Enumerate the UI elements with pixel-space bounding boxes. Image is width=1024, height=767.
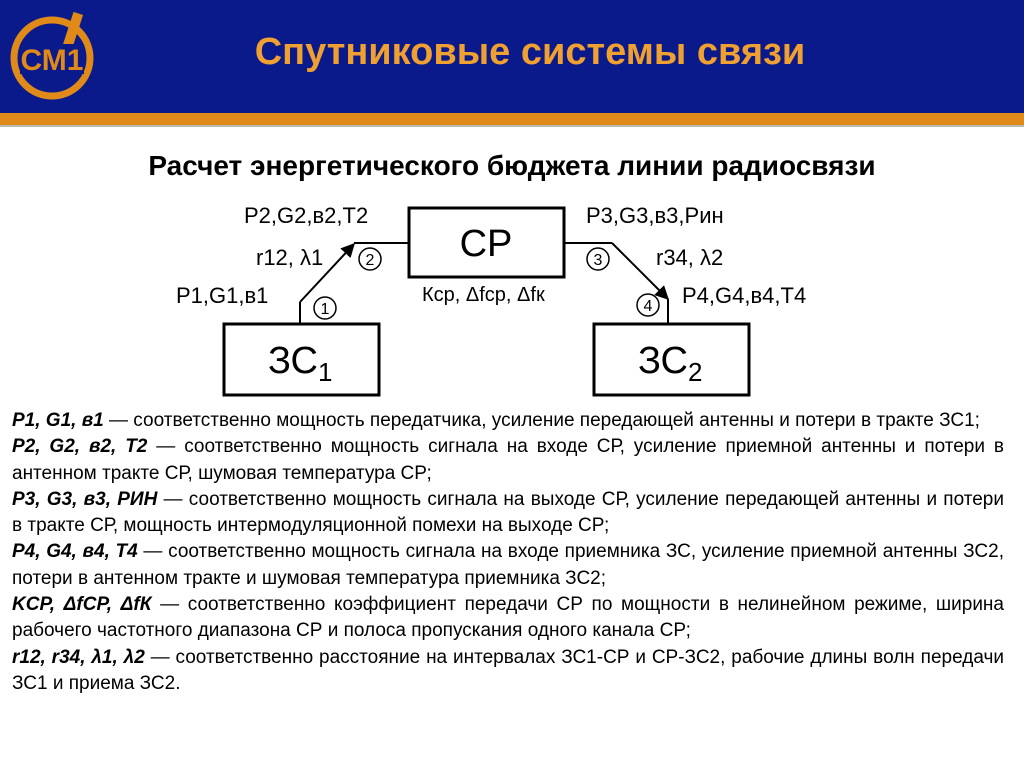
uplink-label: r12, λ1: [256, 245, 324, 270]
legend-symbols: r12, r34, λ1, λ2: [12, 646, 145, 668]
point-3-label: 3: [593, 252, 603, 269]
legend-text: — соответственно мощность сигнала на входе приемника ЗС, усиление приемной антенны ЗС2, потери в антенном тракте и шумовая температура приемника ЗС2;: [12, 541, 1004, 589]
params-2-label: P2,G2,в2,T2: [244, 203, 369, 228]
header-divider: [0, 125, 1024, 127]
params-4-label: P4,G4,в4,T4: [682, 283, 807, 308]
legend-text: — соответственно коэффициент передачи СР по мощности в нелинейном режиме, ширина рабочего частотного диапазона СР и полоса пропускания одного канала СР;: [12, 594, 1004, 642]
legend-item: [12, 487, 1004, 540]
earth-station-1-label: $ЗС_1$: [268, 340, 333, 387]
logo-text: СМ1: [20, 44, 84, 77]
point-1-label: 1: [320, 301, 330, 318]
downlink-label: r34, λ2: [656, 245, 724, 270]
legend-symbols: P1, G1, в1: [12, 410, 104, 431]
legend-item: [12, 592, 1004, 645]
legend-text: — соответственно расстояние на интервалах ЗС1-СР и СР-ЗС2, рабочие длины волн передачи ЗС1 и приема ЗС2.: [12, 646, 1004, 694]
legend-text: — соответственно мощность сигнала на выходе СР, усиление передающей антенны и потери в тракте СР, мощность интермодуляционной помехи на выходе СР;: [12, 488, 1004, 537]
legend-symbols: P3, G3, в3, PИН: [12, 488, 158, 510]
legend-symbols: KСР, ΔfСР, ΔfК: [12, 594, 152, 616]
earth-station-2-label: $ЗС_2$: [638, 340, 703, 387]
legend-list: [12, 408, 1004, 697]
slide-title: Спутниковые системы связи: [254, 31, 806, 73]
legend-item: [12, 434, 1004, 487]
point-2-label: 2: [365, 252, 375, 269]
legend-item: [12, 539, 1004, 592]
section-title: Расчет энергетического бюджета линии радиосвязи: [148, 150, 876, 181]
legend-text: — соответственно мощность сигнала на входе СР, усиление приемной антенны и потери в антенном тракте СР, шумовая температура СР;: [12, 436, 1004, 484]
link-budget-diagram: [0, 195, 1024, 405]
header-stripe: [0, 113, 1024, 125]
legend-item: [12, 645, 1004, 698]
legend-symbols: P2, G2, в2, T2: [12, 436, 148, 458]
repeater-label: СР: [459, 223, 513, 265]
params-1-label: P1,G1,в1: [176, 283, 269, 308]
params-3-label: P3,G3,в3,Pин: [586, 203, 724, 228]
repeater-params-label: Кср, Δfср, Δfк: [422, 284, 545, 306]
legend-item: [12, 408, 1004, 434]
point-4-label: 4: [643, 298, 653, 315]
legend-text: — соответственно мощность передатчика, усиление передающей антенны и потери в тракте ЗС1;: [103, 410, 980, 431]
logo-icon: [8, 8, 96, 104]
legend-symbols: P4, G4, в4, T4: [12, 541, 138, 563]
